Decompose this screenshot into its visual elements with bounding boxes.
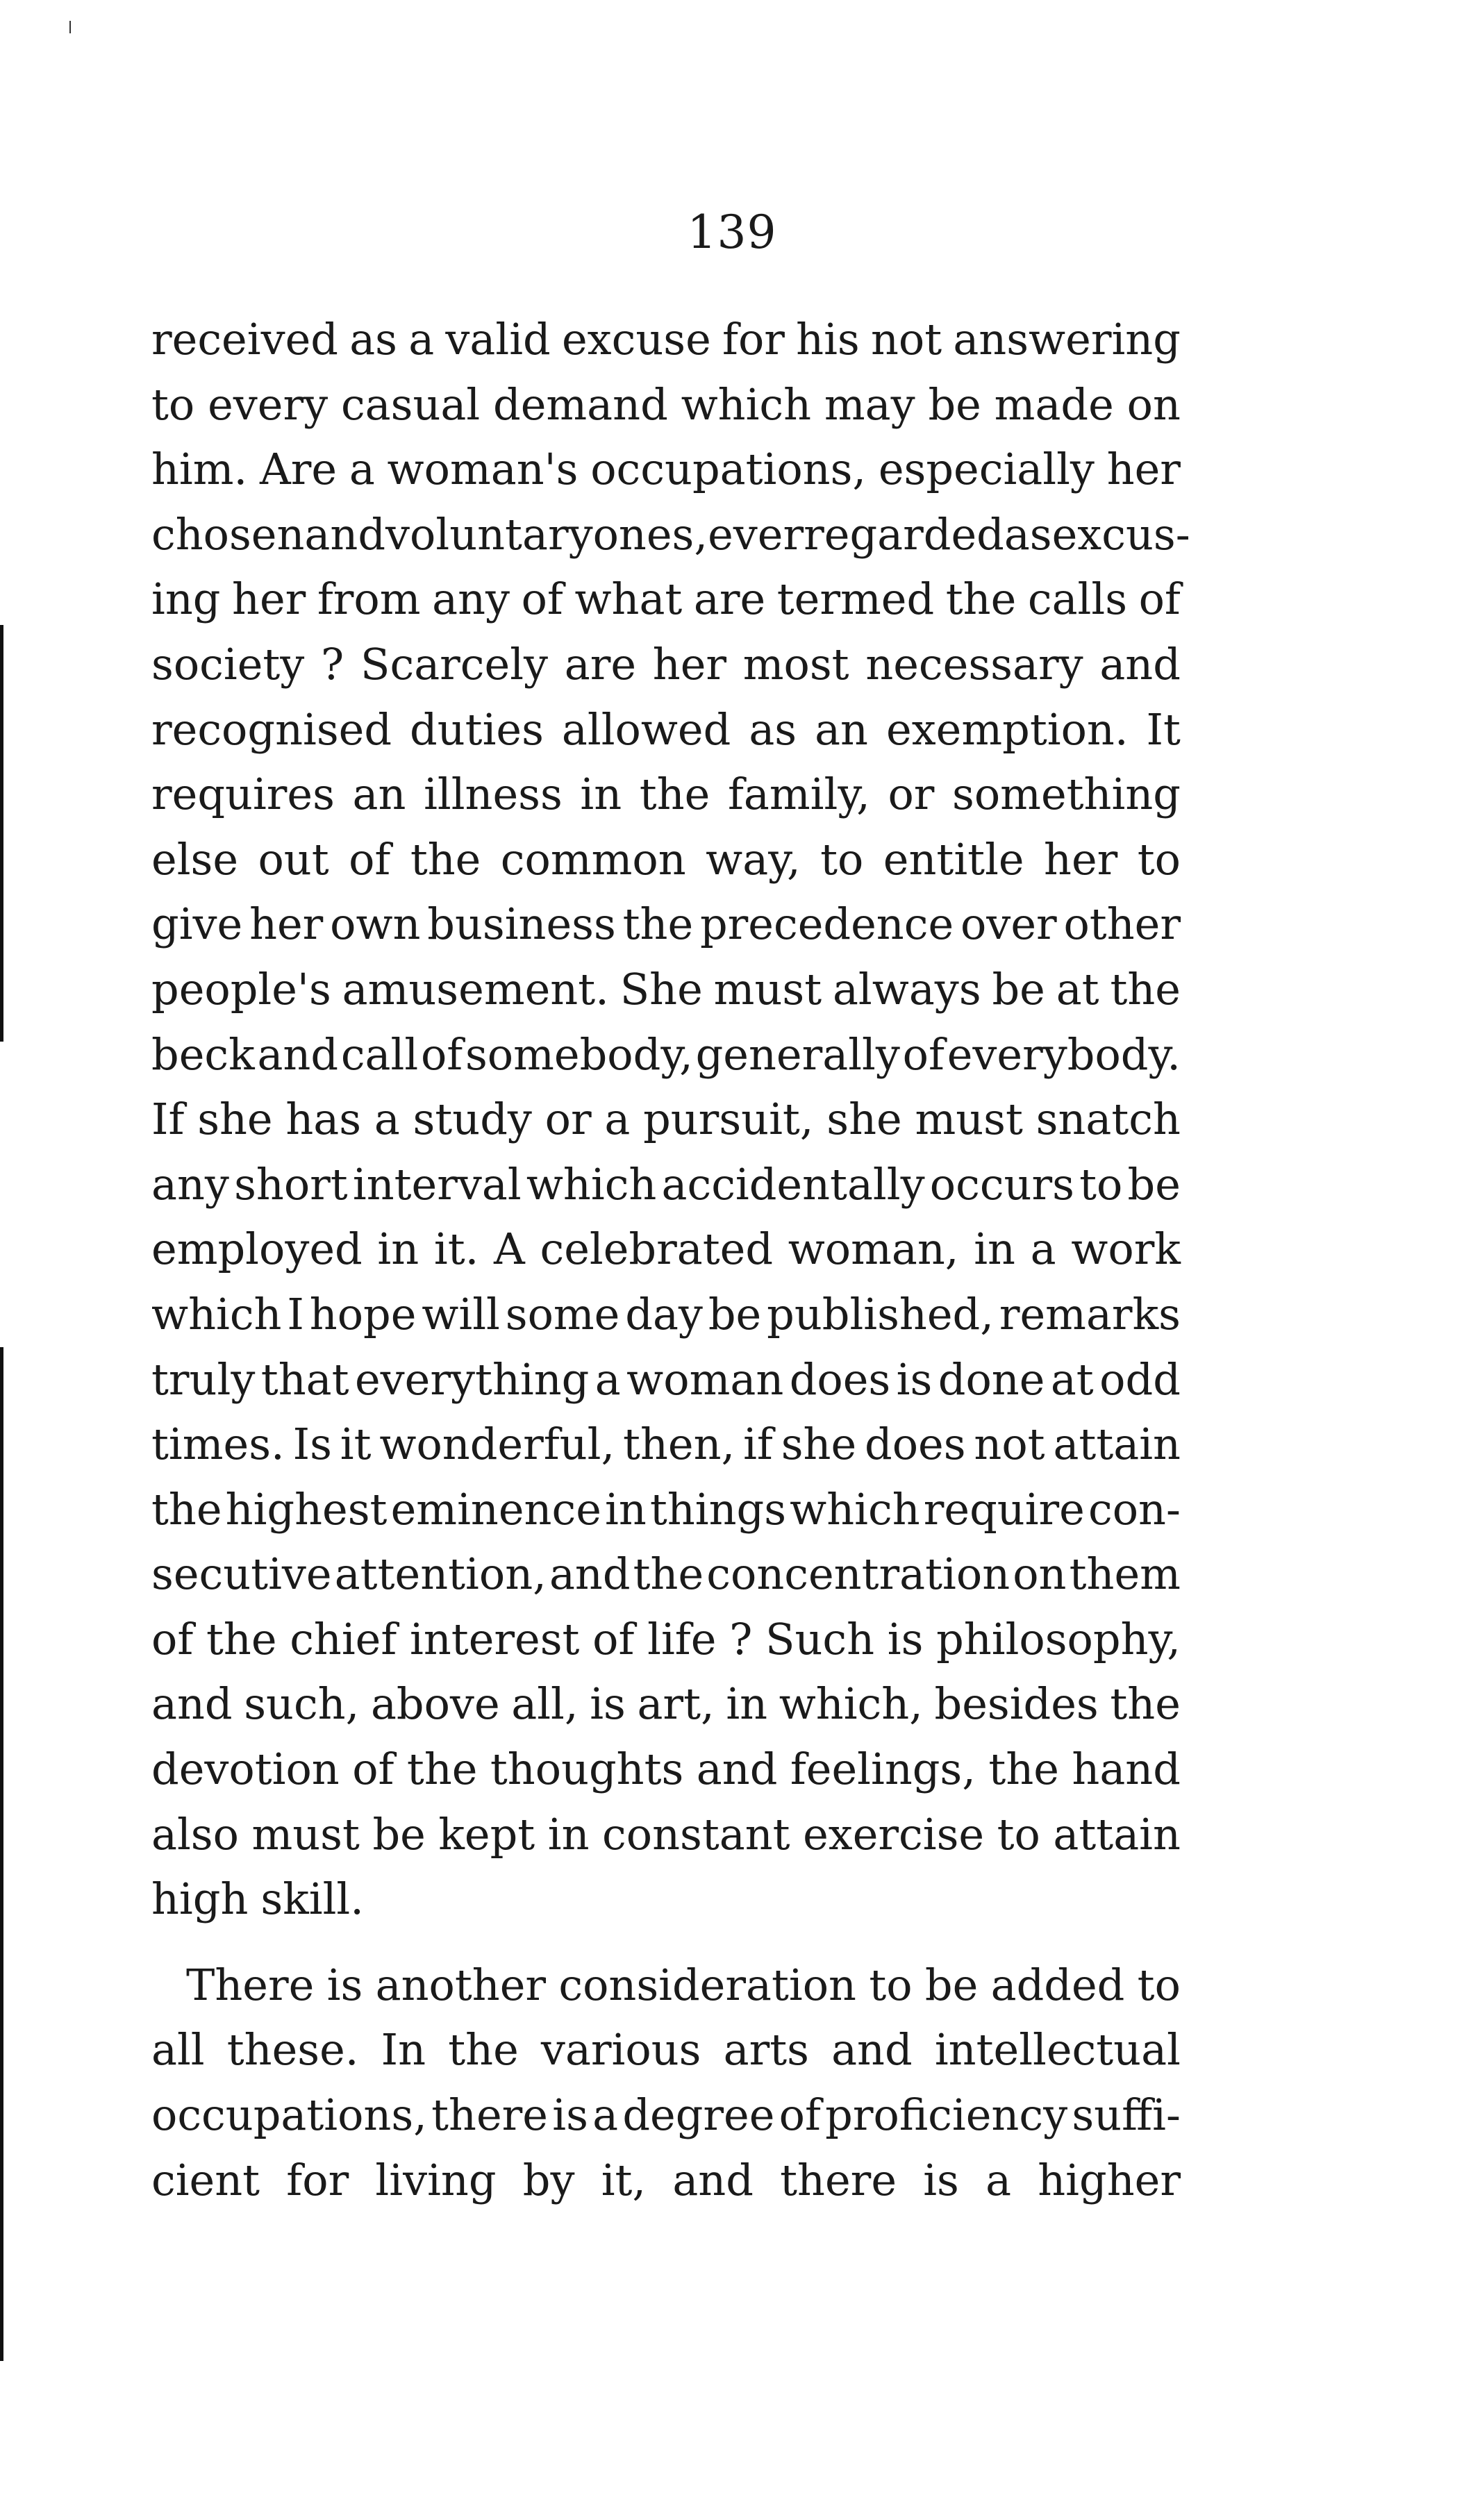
paragraph [151,1953,1181,2212]
text-line: requires an illness in the family, or something [151,769,1181,820]
text-line: recognised duties allowed as an exemption. It [151,703,1181,755]
text-line: the highest eminence in things which require con- [151,1483,1181,1535]
text-line: employed in it. A celebrated woman, in a work [151,1224,1181,1275]
text-line: people's amusement. She must always be at the [151,963,1181,1015]
text-line: and such, above all, is art, in which, besides the [151,1678,1181,1730]
paragraph-gap [151,1932,1181,1953]
text-line: If she has a study or a pursuit, she must snatch [151,1094,1181,1145]
text-line: occupations, there is a degree of proficiency suffi- [151,2089,1181,2141]
text-line: society ? Scarcely are her most necessary and [151,638,1181,690]
text-line: give her own business the precedence over other [151,899,1181,950]
text-line: all these. In the various arts and intellectual [151,2024,1181,2076]
text-line: him. Are a woman's occupations, especially her [151,444,1181,495]
page-edge-shadow [0,625,3,1042]
text-line: cient for living by it, and there is a higher [151,2154,1181,2205]
text-line: truly that everything a woman does is done at odd [151,1353,1181,1405]
text-line: times. Is it wonderful, then, if she does not attain [151,1419,1181,1470]
body-text [151,307,1190,2212]
text-line: There is another consideration to be added to [186,1959,1181,2010]
page-number: 139 [687,206,777,259]
page-edge-shadow [0,1347,3,2361]
text-line: ing her from any of what are termed the calls of [151,574,1181,625]
text-line: also must be kept in constant exercise to attain [151,1808,1181,1860]
text-line: chosen and voluntary ones, ever regarded as excus- [151,508,1190,560]
text-line: high skill. [151,1874,364,1925]
text-line: to every casual demand which may be made on [151,378,1181,430]
text-line: secutive attention, and the concentration on them [151,1549,1181,1600]
text-line: any short interval which accidentally occurs to be [151,1158,1181,1210]
text-line: beck and call of somebody, generally of everybody. [151,1028,1181,1080]
scan-artifact-mark [69,21,71,33]
text-line: received as a valid excuse for his not answering [151,314,1181,365]
text-line: devotion of the thoughts and feelings, the hand [151,1744,1181,1795]
paragraph [151,307,1190,1932]
text-line: which I hope will some day be published, remarks [151,1288,1181,1340]
text-line: else out of the common way, to entitle her to [151,833,1181,885]
text-line: of the chief interest of life ? Such is philosophy, [151,1613,1181,1664]
